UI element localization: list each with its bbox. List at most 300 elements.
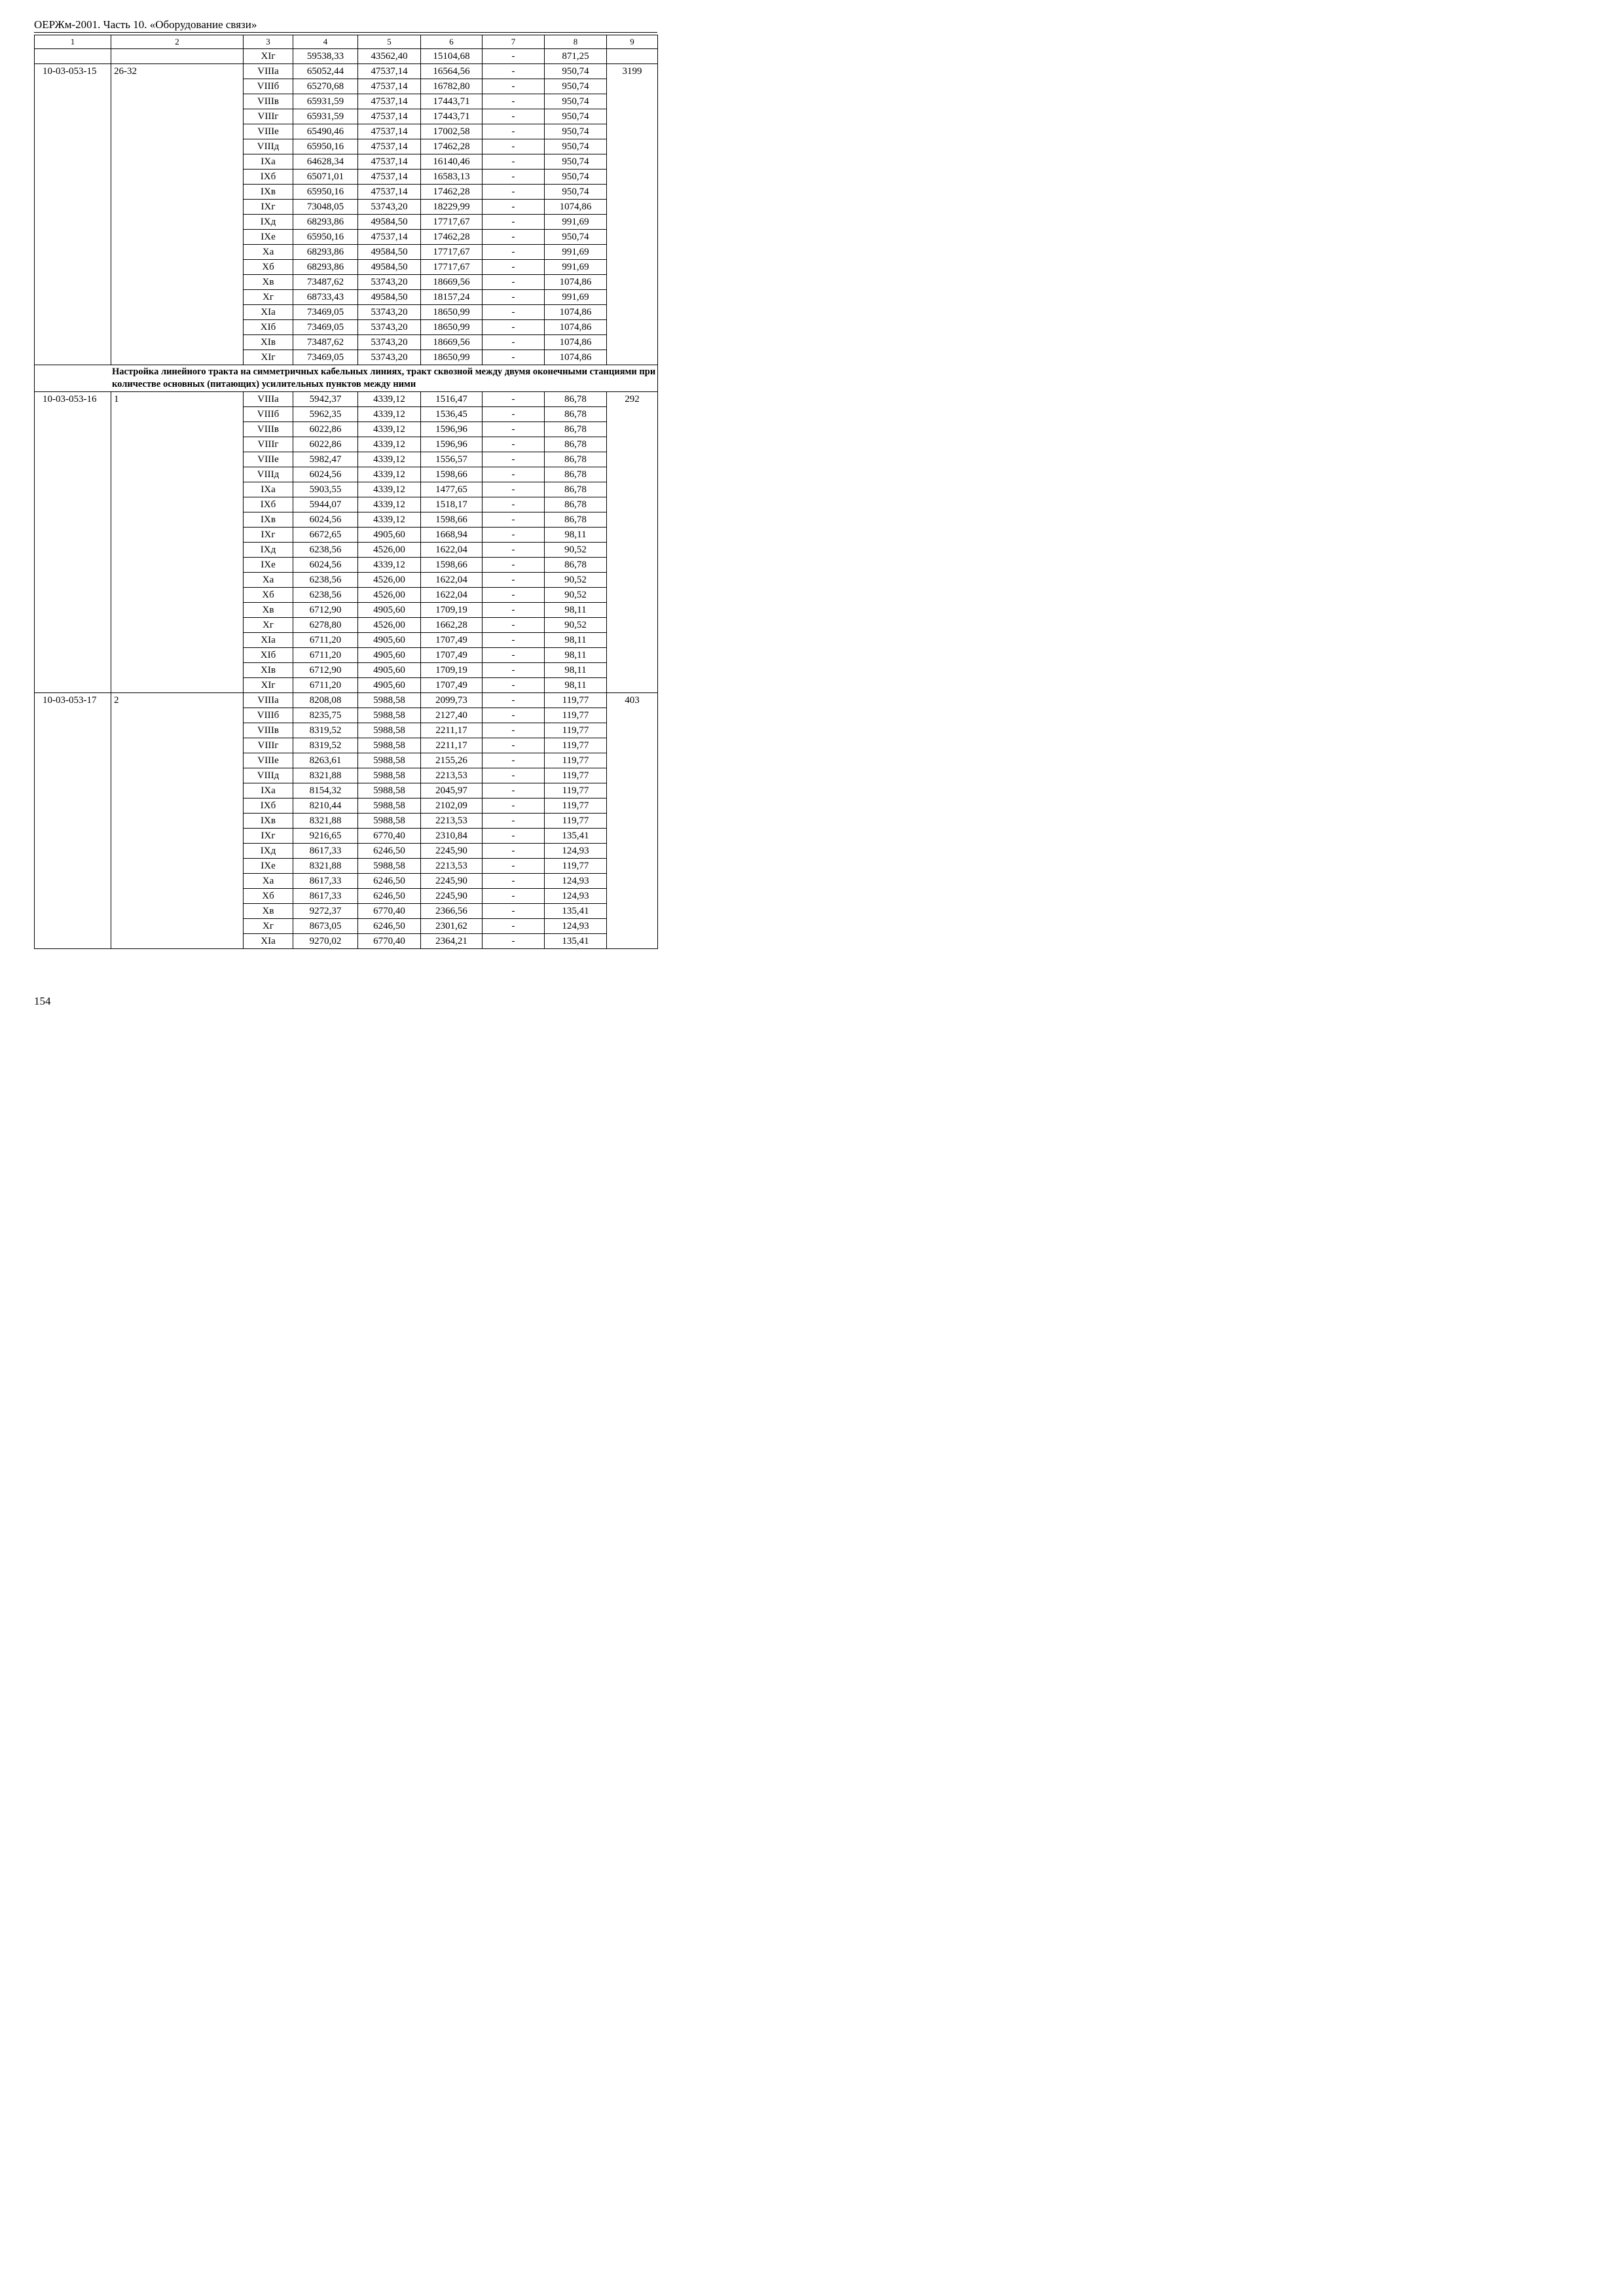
value-cell: 4339,12 [358,407,421,422]
value-cell: 1707,49 [421,648,483,663]
rates-table-container [34,35,657,949]
value-cell: 65052,44 [293,64,358,79]
value-cell: 17717,67 [421,260,483,275]
value-cell: VIIIе [244,753,293,768]
value-cell: 5942,37 [293,392,358,407]
value-cell: 65950,16 [293,230,358,245]
value-cell: 49584,50 [358,260,421,275]
value-cell: - [483,452,545,467]
column-9-cell: 292 [607,392,658,693]
value-cell: IXа [244,154,293,170]
value-cell: 991,69 [545,245,607,260]
value-cell: IXб [244,798,293,814]
value-cell: 90,52 [545,618,607,633]
value-cell: 49584,50 [358,245,421,260]
value-cell: 73487,62 [293,275,358,290]
value-cell: - [483,79,545,94]
value-cell: 73469,05 [293,305,358,320]
value-cell: - [483,185,545,200]
value-cell: 9216,65 [293,829,358,844]
value-cell: - [483,633,545,648]
value-cell: 5988,58 [358,738,421,753]
value-cell: - [483,618,545,633]
value-cell: - [483,497,545,512]
value-cell: 68293,86 [293,215,358,230]
value-cell: - [483,139,545,154]
value-cell: IXа [244,482,293,497]
value-cell: - [483,49,545,64]
value-cell: 6022,86 [293,437,358,452]
value-cell: XIв [244,663,293,678]
value-cell: 6238,56 [293,588,358,603]
value-cell: 135,41 [545,829,607,844]
value-cell: 16782,80 [421,79,483,94]
value-cell: IXг [244,528,293,543]
value-cell: Xв [244,275,293,290]
value-cell: 98,11 [545,663,607,678]
value-cell: 950,74 [545,64,607,79]
value-cell: IXв [244,814,293,829]
value-cell: - [483,738,545,753]
value-cell: 65950,16 [293,185,358,200]
column-number: 3 [244,35,293,49]
value-cell: 4339,12 [358,437,421,452]
value-cell: 119,77 [545,693,607,708]
value-cell: 4905,60 [358,663,421,678]
value-cell: 1662,28 [421,618,483,633]
value-cell: 1622,04 [421,543,483,558]
value-cell: 1477,65 [421,482,483,497]
value-cell: - [483,260,545,275]
value-cell: 6711,20 [293,678,358,693]
value-cell: 98,11 [545,648,607,663]
value-cell: 5988,58 [358,814,421,829]
value-cell: 47537,14 [358,185,421,200]
value-cell: 4526,00 [358,618,421,633]
column-9-cell: 3199 [607,64,658,365]
value-cell: - [483,275,545,290]
value-cell: VIIIа [244,693,293,708]
value-cell: XIа [244,934,293,949]
value-cell: 2364,21 [421,934,483,949]
value-cell: 53743,20 [358,350,421,365]
value-cell: 1518,17 [421,497,483,512]
value-cell: - [483,200,545,215]
value-cell: 86,78 [545,558,607,573]
section-row [35,365,658,392]
value-cell: - [483,678,545,693]
value-cell: XIа [244,305,293,320]
value-cell: 90,52 [545,543,607,558]
value-cell: 2301,62 [421,919,483,934]
value-cell: 8617,33 [293,889,358,904]
value-cell: 1074,86 [545,305,607,320]
value-cell: 6672,65 [293,528,358,543]
value-cell: 1622,04 [421,588,483,603]
value-cell: - [483,588,545,603]
value-cell: - [483,512,545,528]
value-cell: 49584,50 [358,290,421,305]
value-cell: 68293,86 [293,260,358,275]
value-cell: 8617,33 [293,844,358,859]
table-body [35,35,658,949]
value-cell: VIIIа [244,392,293,407]
column-9-cell [607,49,658,64]
value-cell: IXд [244,543,293,558]
value-cell: XIб [244,648,293,663]
value-cell: 4905,60 [358,648,421,663]
value-cell: 47537,14 [358,154,421,170]
value-cell: 2245,90 [421,889,483,904]
value-cell: 1074,86 [545,350,607,365]
value-cell: 86,78 [545,482,607,497]
value-cell: 8319,52 [293,738,358,753]
value-cell: - [483,708,545,723]
value-cell: 6246,50 [358,844,421,859]
value-cell: 5988,58 [358,693,421,708]
value-cell: Xа [244,573,293,588]
value-cell: 119,77 [545,738,607,753]
value-cell: 5988,58 [358,768,421,783]
value-cell: 47537,14 [358,230,421,245]
value-cell: Xб [244,588,293,603]
column-number-row [35,35,658,49]
value-cell: 53743,20 [358,275,421,290]
value-cell: 871,25 [545,49,607,64]
value-cell: - [483,109,545,124]
value-cell: 8673,05 [293,919,358,934]
value-cell: 119,77 [545,708,607,723]
value-cell: 6246,50 [358,919,421,934]
value-cell: VIIIг [244,437,293,452]
value-cell: 86,78 [545,422,607,437]
rate-name-cell: 1 [111,392,244,693]
value-cell: 1709,19 [421,663,483,678]
column-number: 5 [358,35,421,49]
rate-name-cell [111,49,244,64]
value-cell: 90,52 [545,573,607,588]
value-cell: 18650,99 [421,305,483,320]
value-cell: 2245,90 [421,874,483,889]
value-cell: 47537,14 [358,64,421,79]
value-cell: - [483,305,545,320]
value-cell: 1598,66 [421,512,483,528]
value-cell: 1709,19 [421,603,483,618]
value-cell: - [483,230,545,245]
value-cell: - [483,753,545,768]
value-cell: 119,77 [545,768,607,783]
value-cell: XIг [244,49,293,64]
value-cell: 124,93 [545,889,607,904]
value-cell: 2045,97 [421,783,483,798]
value-cell: Xг [244,290,293,305]
column-number: 2 [111,35,244,49]
value-cell: IXе [244,859,293,874]
value-cell: 6712,90 [293,663,358,678]
value-cell: 73048,05 [293,200,358,215]
column-number: 6 [421,35,483,49]
value-cell: 8154,32 [293,783,358,798]
value-cell: 2310,84 [421,829,483,844]
value-cell: 2211,17 [421,723,483,738]
column-number: 4 [293,35,358,49]
value-cell: 86,78 [545,392,607,407]
value-cell: 4339,12 [358,512,421,528]
value-cell: 2099,73 [421,693,483,708]
value-cell: 1668,94 [421,528,483,543]
value-cell: - [483,528,545,543]
column-number: 9 [607,35,658,49]
value-cell: XIг [244,678,293,693]
value-cell: 16140,46 [421,154,483,170]
value-cell: 18229,99 [421,200,483,215]
value-cell: 59538,33 [293,49,358,64]
value-cell: VIIIв [244,94,293,109]
value-cell: 2245,90 [421,844,483,859]
value-cell: 6024,56 [293,467,358,482]
value-cell: VIIIг [244,109,293,124]
value-cell: 2213,53 [421,768,483,783]
value-cell: IXб [244,497,293,512]
value-cell: 5988,58 [358,753,421,768]
value-cell: 8319,52 [293,723,358,738]
value-cell: 1598,66 [421,467,483,482]
value-cell: 6246,50 [358,889,421,904]
page-header: ОЕРЖм-2001. Часть 10. «Оборудование связи» [34,18,257,31]
value-cell: 18157,24 [421,290,483,305]
column-number: 8 [545,35,607,49]
value-cell: 6711,20 [293,648,358,663]
value-cell: 6238,56 [293,573,358,588]
value-cell: 18650,99 [421,350,483,365]
value-cell: IXа [244,783,293,798]
value-cell: 1074,86 [545,335,607,350]
table-row [35,392,658,407]
rate-name-cell: 26-32 [111,64,244,365]
value-cell: 950,74 [545,124,607,139]
value-cell: 18650,99 [421,320,483,335]
value-cell: 17462,28 [421,230,483,245]
value-cell: 98,11 [545,528,607,543]
value-cell: 8617,33 [293,874,358,889]
value-cell: 73469,05 [293,350,358,365]
value-cell: 53743,20 [358,320,421,335]
value-cell: 53743,20 [358,305,421,320]
value-cell: IXд [244,844,293,859]
value-cell: 2213,53 [421,814,483,829]
value-cell: 5988,58 [358,798,421,814]
value-cell: 86,78 [545,407,607,422]
value-cell: - [483,94,545,109]
value-cell: 47537,14 [358,139,421,154]
value-cell: Xв [244,603,293,618]
value-cell: XIв [244,335,293,350]
value-cell: IXб [244,170,293,185]
value-cell: - [483,798,545,814]
value-cell: - [483,170,545,185]
value-cell: IXв [244,185,293,200]
value-cell: IXе [244,558,293,573]
value-cell: IXг [244,200,293,215]
value-cell: 64628,34 [293,154,358,170]
value-cell: IXг [244,829,293,844]
value-cell: - [483,422,545,437]
value-cell: 1622,04 [421,573,483,588]
value-cell: 124,93 [545,919,607,934]
value-cell: 950,74 [545,94,607,109]
value-cell: 43562,40 [358,49,421,64]
value-cell: 5988,58 [358,783,421,798]
value-cell: - [483,874,545,889]
value-cell: 18669,56 [421,275,483,290]
value-cell: - [483,543,545,558]
value-cell: 98,11 [545,633,607,648]
value-cell: - [483,245,545,260]
table-row [35,693,658,708]
value-cell: 17443,71 [421,94,483,109]
value-cell: 90,52 [545,588,607,603]
value-cell: - [483,904,545,919]
value-cell: 86,78 [545,497,607,512]
value-cell: 8263,61 [293,753,358,768]
value-cell: 119,77 [545,783,607,798]
value-cell: 18669,56 [421,335,483,350]
value-cell: 17717,67 [421,215,483,230]
value-cell: 5962,35 [293,407,358,422]
value-cell: 98,11 [545,678,607,693]
value-cell: 65931,59 [293,94,358,109]
value-cell: 2127,40 [421,708,483,723]
value-cell: 15104,68 [421,49,483,64]
value-cell: 16583,13 [421,170,483,185]
value-cell: 4339,12 [358,452,421,467]
value-cell: 8208,08 [293,693,358,708]
value-cell: VIIIв [244,723,293,738]
value-cell: 5988,58 [358,723,421,738]
value-cell: - [483,723,545,738]
page-number: 154 [34,995,51,1007]
value-cell: 1074,86 [545,200,607,215]
value-cell: 6278,80 [293,618,358,633]
value-cell: IXд [244,215,293,230]
value-cell: 6770,40 [358,829,421,844]
value-cell: 47537,14 [358,109,421,124]
value-cell: 17462,28 [421,139,483,154]
value-cell: 119,77 [545,859,607,874]
value-cell: 950,74 [545,170,607,185]
value-cell: - [483,889,545,904]
value-cell: Xа [244,245,293,260]
value-cell: - [483,558,545,573]
value-cell: 950,74 [545,79,607,94]
value-cell: VIIIв [244,422,293,437]
value-cell: 6712,90 [293,603,358,618]
value-cell: 4526,00 [358,588,421,603]
value-cell: 991,69 [545,260,607,275]
value-cell: 5988,58 [358,859,421,874]
value-cell: 4526,00 [358,543,421,558]
value-cell: 950,74 [545,139,607,154]
table-row [35,49,658,64]
value-cell: 49584,50 [358,215,421,230]
value-cell: VIIIб [244,708,293,723]
value-cell: - [483,844,545,859]
header-rule [34,32,657,33]
value-cell: 6238,56 [293,543,358,558]
value-cell: Xа [244,874,293,889]
value-cell: 65270,68 [293,79,358,94]
value-cell: 950,74 [545,185,607,200]
value-cell: 2211,17 [421,738,483,753]
value-cell: 6246,50 [358,874,421,889]
value-cell: - [483,467,545,482]
value-cell: 47537,14 [358,124,421,139]
column-number: 7 [483,35,545,49]
value-cell: 4905,60 [358,678,421,693]
value-cell: - [483,814,545,829]
value-cell: 1556,57 [421,452,483,467]
value-cell: 17717,67 [421,245,483,260]
value-cell: 1596,96 [421,437,483,452]
value-cell: - [483,919,545,934]
table-row [35,64,658,79]
value-cell: - [483,290,545,305]
value-cell: 6024,56 [293,558,358,573]
value-cell: 4339,12 [358,392,421,407]
value-cell: VIIIе [244,124,293,139]
value-cell: - [483,934,545,949]
value-cell: 135,41 [545,934,607,949]
value-cell: XIб [244,320,293,335]
value-cell: 991,69 [545,290,607,305]
value-cell: 1707,49 [421,678,483,693]
value-cell: 16564,56 [421,64,483,79]
rates-table [34,35,658,949]
value-cell: 5903,55 [293,482,358,497]
value-cell: - [483,603,545,618]
value-cell: 47537,14 [358,79,421,94]
value-cell: 6770,40 [358,904,421,919]
value-cell: - [483,768,545,783]
value-cell: 6770,40 [358,934,421,949]
value-cell: 950,74 [545,230,607,245]
value-cell: 5988,58 [358,708,421,723]
value-cell: 9270,02 [293,934,358,949]
value-cell: VIIIд [244,467,293,482]
value-cell: - [483,215,545,230]
value-cell: 6711,20 [293,633,358,648]
value-cell: - [483,407,545,422]
value-cell: 53743,20 [358,200,421,215]
value-cell: - [483,392,545,407]
value-cell: VIIIд [244,139,293,154]
value-cell: 65931,59 [293,109,358,124]
rate-code-cell [35,49,111,64]
value-cell: 86,78 [545,467,607,482]
value-cell: 1536,45 [421,407,483,422]
value-cell: 86,78 [545,452,607,467]
value-cell: 4339,12 [358,482,421,497]
value-cell: 53743,20 [358,335,421,350]
value-cell: 65071,01 [293,170,358,185]
value-cell: - [483,437,545,452]
value-cell: 1596,96 [421,422,483,437]
value-cell: 991,69 [545,215,607,230]
value-cell: - [483,693,545,708]
value-cell: 2366,56 [421,904,483,919]
value-cell: - [483,859,545,874]
value-cell: 8321,88 [293,814,358,829]
